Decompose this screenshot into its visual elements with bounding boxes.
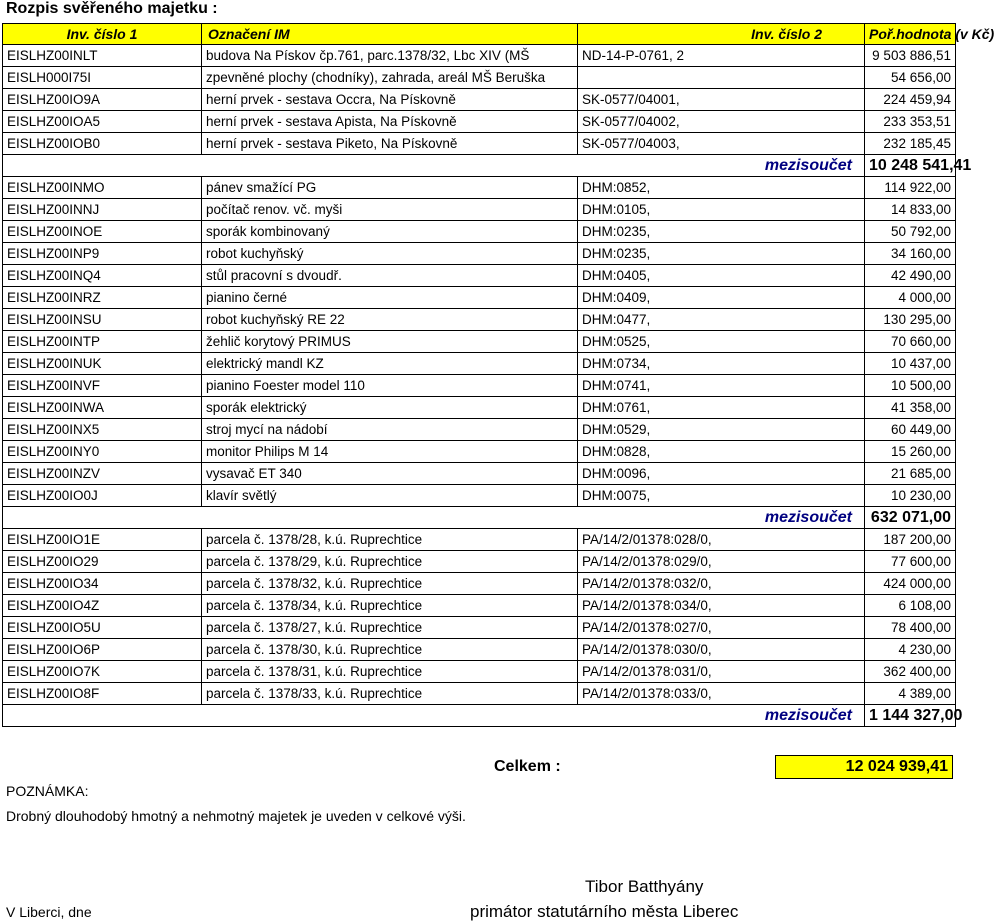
signer-name: Tibor Batthyány	[585, 877, 704, 896]
inv1-cell: EISLHZ00IO0J	[3, 485, 202, 507]
value-cell: 10 437,00	[865, 353, 956, 375]
value-cell: 34 160,00	[865, 243, 956, 265]
asset-table	[2, 23, 994, 727]
table-row	[3, 375, 956, 397]
inv1-cell: EISLHZ00IO9A	[3, 89, 202, 111]
value-cell: 42 490,00	[865, 265, 956, 287]
signer-role: primátor statutárního města Liberec	[470, 902, 739, 921]
table-row	[3, 309, 956, 331]
table-row	[3, 89, 956, 111]
value-cell: 60 449,00	[865, 419, 956, 441]
value-cell: 424 000,00	[865, 573, 956, 595]
name-cell: sporák elektrický	[202, 397, 578, 419]
value-cell: 4 000,00	[865, 287, 956, 309]
inv1-cell: EISLHZ00IO5U	[3, 617, 202, 639]
table-row	[3, 397, 956, 419]
table-row	[3, 265, 956, 287]
table-row	[3, 353, 956, 375]
inv2-cell: PA/14/2/01378:030/0,	[578, 639, 865, 661]
document-title: Rozpis svěřeného majetku :	[6, 0, 218, 17]
value-cell: 77 600,00	[865, 551, 956, 573]
name-cell: robot kuchyňský RE 22	[202, 309, 578, 331]
inv2-cell: ND-14-P-0761, 2	[578, 45, 865, 67]
inv1-cell: EISLHZ00INWA	[3, 397, 202, 419]
asset-table-body	[3, 24, 994, 727]
place-date: V Liberci, dne	[6, 904, 92, 920]
inv2-cell: DHM:0235,	[578, 243, 865, 265]
inv2-cell: DHM:0096,	[578, 463, 865, 485]
inv1-cell: EISLHZ00INMO	[3, 177, 202, 199]
inv1-cell: EISLHZ00INRZ	[3, 287, 202, 309]
table-row	[3, 485, 956, 507]
value-cell: 362 400,00	[865, 661, 956, 683]
value-cell: 41 358,00	[865, 397, 956, 419]
name-cell: monitor Philips M 14	[202, 441, 578, 463]
inv2-cell: DHM:0761,	[578, 397, 865, 419]
table-row	[3, 441, 956, 463]
inv1-cell: EISLHZ00INTP	[3, 331, 202, 353]
inv1-cell: EISLHZ00IO34	[3, 573, 202, 595]
inv1-cell: EISLHZ00INSU	[3, 309, 202, 331]
inv1-cell: EISLHZ00INOE	[3, 221, 202, 243]
table-row	[3, 617, 956, 639]
value-cell: 10 500,00	[865, 375, 956, 397]
inv1-cell: EISLHZ00IO6P	[3, 639, 202, 661]
subtotal-row	[3, 155, 956, 177]
inv1-cell: EISLHZ00IO8F	[3, 683, 202, 705]
inv2-cell: PA/14/2/01378:028/0,	[578, 529, 865, 551]
inv2-cell: PA/14/2/01378:034/0,	[578, 595, 865, 617]
name-cell: stůl pracovní s dvoudř.	[202, 265, 578, 287]
value-cell: 130 295,00	[865, 309, 956, 331]
total-label: Celkem :	[494, 758, 561, 775]
value-cell: 78 400,00	[865, 617, 956, 639]
name-cell: klavír světlý	[202, 485, 578, 507]
name-cell: parcela č. 1378/33, k.ú. Ruprechtice	[202, 683, 578, 705]
table-row	[3, 463, 956, 485]
name-cell: pánev smažící PG	[202, 177, 578, 199]
value-cell: 21 685,00	[865, 463, 956, 485]
inv2-cell: SK-0577/04002,	[578, 111, 865, 133]
subtotal-value: 632 071,00	[865, 507, 956, 529]
name-cell: herní prvek - sestava Occra, Na Pískovně	[202, 89, 578, 111]
inv2-cell: DHM:0852,	[578, 177, 865, 199]
table-row	[3, 221, 956, 243]
subtotal-value: 1 144 327,00	[865, 705, 956, 727]
inv2-cell: DHM:0525,	[578, 331, 865, 353]
value-cell: 4 389,00	[865, 683, 956, 705]
value-cell: 233 353,51	[865, 111, 956, 133]
total-value: 12 024 939,41	[775, 755, 953, 779]
inv1-cell: EISLHZ00IO7K	[3, 661, 202, 683]
name-cell: herní prvek - sestava Apista, Na Pískovně	[202, 111, 578, 133]
inv2-cell: DHM:0075,	[578, 485, 865, 507]
value-cell: 54 656,00	[865, 67, 956, 89]
inv1-cell: EISLHZ00IO1E	[3, 529, 202, 551]
inv2-cell	[578, 67, 865, 89]
table-row	[3, 287, 956, 309]
inv2-cell: SK-0577/04001,	[578, 89, 865, 111]
name-cell: parcela č. 1378/32, k.ú. Ruprechtice	[202, 573, 578, 595]
inv1-cell: EISLHZ00INP9	[3, 243, 202, 265]
subtotal-label: mezisoučet	[3, 155, 865, 177]
inv2-cell: PA/14/2/01378:029/0,	[578, 551, 865, 573]
inv1-cell: EISLHZ00INVF	[3, 375, 202, 397]
table-row	[3, 573, 956, 595]
inv1-cell: EISLHZ00IO29	[3, 551, 202, 573]
name-cell: herní prvek - sestava Piketo, Na Pískovně	[202, 133, 578, 155]
inv2-cell: PA/14/2/01378:027/0,	[578, 617, 865, 639]
inv2-cell: DHM:0734,	[578, 353, 865, 375]
subtotal-row	[3, 507, 956, 529]
inv1-cell: EISLHZ00INLT	[3, 45, 202, 67]
name-cell: počítač renov. vč. myši	[202, 199, 578, 221]
inv2-cell: DHM:0105,	[578, 199, 865, 221]
header-inv2: Inv. číslo 2	[578, 24, 865, 45]
table-row	[3, 529, 956, 551]
table-row	[3, 661, 956, 683]
subtotal-value: 10 248 541,41	[865, 155, 956, 177]
name-cell: stroj mycí na nádobí	[202, 419, 578, 441]
name-cell: budova Na Pískov čp.761, parc.1378/32, Lbc XIV (MŠ	[202, 45, 578, 67]
table-row	[3, 639, 956, 661]
inv1-cell: EISLHZ00INX5	[3, 419, 202, 441]
subtotal-label: mezisoučet	[3, 705, 865, 727]
name-cell: parcela č. 1378/31, k.ú. Ruprechtice	[202, 661, 578, 683]
value-cell: 114 922,00	[865, 177, 956, 199]
name-cell: žehlič korytový PRIMUS	[202, 331, 578, 353]
inv1-cell: EISLHZ00IO4Z	[3, 595, 202, 617]
inv2-cell: DHM:0828,	[578, 441, 865, 463]
table-row	[3, 551, 956, 573]
inv1-cell: EISLHZ00INY0	[3, 441, 202, 463]
value-cell: 9 503 886,51	[865, 45, 956, 67]
value-cell: 15 260,00	[865, 441, 956, 463]
inv1-cell: EISLHZ00INQ4	[3, 265, 202, 287]
inv2-cell: DHM:0409,	[578, 287, 865, 309]
inv1-cell: EISLHZ00IOA5	[3, 111, 202, 133]
inv2-cell: SK-0577/04003,	[578, 133, 865, 155]
inv1-cell: EISLH000I75I	[3, 67, 202, 89]
inv2-cell: PA/14/2/01378:033/0,	[578, 683, 865, 705]
inv1-cell: EISLHZ00INUK	[3, 353, 202, 375]
table-row	[3, 67, 956, 89]
inv2-cell: DHM:0477,	[578, 309, 865, 331]
value-cell: 187 200,00	[865, 529, 956, 551]
header-name: Označení IM	[202, 24, 578, 45]
name-cell: pianino Foester model 110	[202, 375, 578, 397]
table-row	[3, 419, 956, 441]
name-cell: parcela č. 1378/34, k.ú. Ruprechtice	[202, 595, 578, 617]
table-row	[3, 111, 956, 133]
name-cell: parcela č. 1378/30, k.ú. Ruprechtice	[202, 639, 578, 661]
note-label: POZNÁMKA:	[6, 783, 89, 799]
inv2-cell: PA/14/2/01378:032/0,	[578, 573, 865, 595]
inv1-cell: EISLHZ00INNJ	[3, 199, 202, 221]
table-row	[3, 331, 956, 353]
name-cell: sporák kombinovaný	[202, 221, 578, 243]
inv2-cell: PA/14/2/01378:031/0,	[578, 661, 865, 683]
inv2-cell: DHM:0405,	[578, 265, 865, 287]
name-cell: pianino černé	[202, 287, 578, 309]
name-cell: zpevněné plochy (chodníky), zahrada, areál MŠ Beruška	[202, 67, 578, 89]
value-cell: 224 459,94	[865, 89, 956, 111]
table-row	[3, 683, 956, 705]
inv2-cell: DHM:0235,	[578, 221, 865, 243]
table-row	[3, 45, 956, 67]
table-row	[3, 199, 956, 221]
value-cell: 232 185,45	[865, 133, 956, 155]
name-cell: elektrický mandl KZ	[202, 353, 578, 375]
value-cell: 4 230,00	[865, 639, 956, 661]
header-inv1: Inv. číslo 1	[3, 24, 202, 45]
inv2-cell: DHM:0529,	[578, 419, 865, 441]
table-row	[3, 243, 956, 265]
name-cell: vysavač ET 340	[202, 463, 578, 485]
name-cell: robot kuchyňský	[202, 243, 578, 265]
name-cell: parcela č. 1378/27, k.ú. Ruprechtice	[202, 617, 578, 639]
value-cell: 10 230,00	[865, 485, 956, 507]
inv1-cell: EISLHZ00IOB0	[3, 133, 202, 155]
name-cell: parcela č. 1378/29, k.ú. Ruprechtice	[202, 551, 578, 573]
subtotal-row	[3, 705, 956, 727]
value-cell: 6 108,00	[865, 595, 956, 617]
value-cell: 50 792,00	[865, 221, 956, 243]
header-value: Poř.hodnota (v Kč)	[865, 24, 956, 45]
table-row	[3, 595, 956, 617]
inv1-cell: EISLHZ00INZV	[3, 463, 202, 485]
subtotal-label: mezisoučet	[3, 507, 865, 529]
table-row	[3, 133, 956, 155]
value-cell: 14 833,00	[865, 199, 956, 221]
table-row	[3, 177, 956, 199]
note-text: Drobný dlouhodobý hmotný a nehmotný majetek je uveden v celkové výši.	[6, 808, 466, 824]
table-header-row	[3, 24, 956, 45]
value-cell: 70 660,00	[865, 331, 956, 353]
inv2-cell: DHM:0741,	[578, 375, 865, 397]
name-cell: parcela č. 1378/28, k.ú. Ruprechtice	[202, 529, 578, 551]
